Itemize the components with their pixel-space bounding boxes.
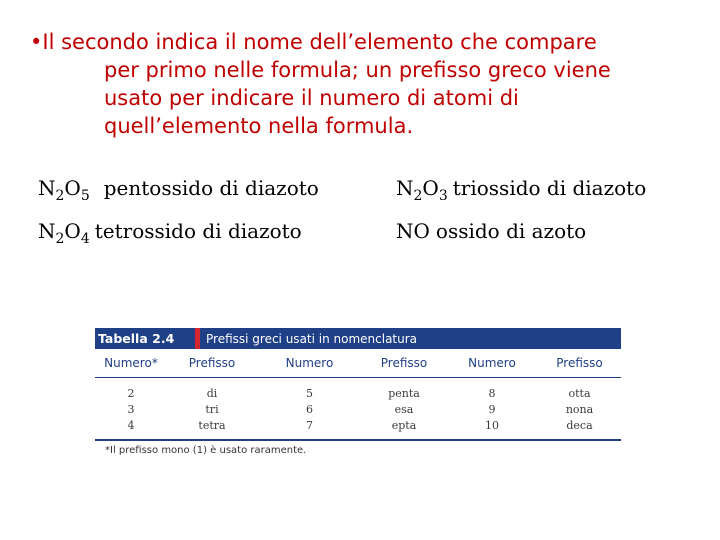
table-row bbox=[95, 417, 621, 433]
table-cell: tri bbox=[205, 402, 219, 416]
compound-name: ossido di azoto bbox=[435, 219, 587, 243]
bullet-text-line-3: usato per indicare il numero di atomi di bbox=[104, 86, 519, 110]
formula-element: O bbox=[422, 176, 439, 200]
table-cell: 10 bbox=[485, 418, 499, 432]
formula-subscript: 5 bbox=[80, 188, 90, 204]
table-header-bar bbox=[95, 328, 621, 349]
table-cell: 2 bbox=[127, 386, 135, 400]
table-cell: di bbox=[206, 386, 218, 400]
table-cell: nona bbox=[565, 402, 594, 416]
table-column-headers bbox=[95, 349, 621, 378]
bullet-text-line-4: quell’elemento nella formula. bbox=[104, 114, 414, 138]
column-header: Prefisso bbox=[380, 356, 428, 370]
table-cell: otta bbox=[568, 386, 591, 400]
formula-element: N bbox=[38, 176, 56, 200]
table-accent-tab bbox=[195, 328, 200, 349]
table-number: Tabella 2.4 bbox=[98, 331, 175, 346]
column-header: Numero* bbox=[104, 356, 158, 370]
column-header: Prefisso bbox=[556, 356, 603, 370]
formula-n2o4 bbox=[38, 219, 302, 247]
bullet-text-line-1: Il secondo indica il nome dell’elemento che compare bbox=[42, 30, 597, 54]
formula-element: NO bbox=[396, 219, 430, 243]
formula-element: O bbox=[64, 176, 81, 200]
bullet-paragraph bbox=[30, 28, 710, 140]
table-cell: 3 bbox=[127, 402, 135, 416]
formula-subscript: 2 bbox=[413, 188, 423, 204]
formula-subscript: 3 bbox=[438, 188, 448, 204]
compound-name: triossido di diazoto bbox=[452, 176, 647, 200]
formula-element: N bbox=[38, 219, 56, 243]
column-header: Numero bbox=[285, 356, 334, 370]
table-cell: 7 bbox=[306, 418, 313, 432]
table-cell: 6 bbox=[306, 402, 313, 416]
table-body bbox=[95, 378, 621, 441]
column-header: Numero bbox=[468, 356, 516, 370]
formula-subscript: 2 bbox=[55, 188, 65, 204]
bullet-text-line-2: per primo nelle formula; un prefisso greco viene bbox=[104, 58, 611, 82]
table-cell: epta bbox=[391, 418, 417, 432]
table-cell: esa bbox=[394, 402, 414, 416]
compound-name: pentossido di diazoto bbox=[103, 176, 319, 200]
column-header: Prefisso bbox=[188, 356, 236, 370]
prefix-table bbox=[95, 328, 621, 456]
formula-element: O bbox=[64, 219, 81, 243]
table-cell: 5 bbox=[306, 386, 313, 400]
compound-name: tetrossido di diazoto bbox=[94, 219, 302, 243]
formula-subscript: 4 bbox=[80, 231, 90, 247]
formula-n2o5 bbox=[38, 176, 319, 204]
table-cell: penta bbox=[388, 386, 420, 400]
formula-subscript: 2 bbox=[55, 231, 65, 247]
table-cell: 8 bbox=[488, 386, 496, 400]
formula-element: N bbox=[396, 176, 414, 200]
table-cell: deca bbox=[566, 418, 593, 432]
formula-n2o3 bbox=[396, 176, 647, 204]
bullet-line bbox=[30, 28, 710, 56]
table-row bbox=[95, 401, 621, 417]
formula-no bbox=[396, 219, 586, 243]
bullet-marker: • bbox=[30, 30, 43, 54]
table-cell: 9 bbox=[488, 402, 496, 416]
table-title: Prefissi greci usati in nomenclatura bbox=[206, 331, 418, 346]
table-footnote: *Il prefisso mono (1) è usato raramente. bbox=[105, 445, 307, 456]
table-cell: 4 bbox=[127, 418, 135, 432]
table-row bbox=[95, 385, 621, 401]
table-cell: tetra bbox=[198, 418, 226, 432]
